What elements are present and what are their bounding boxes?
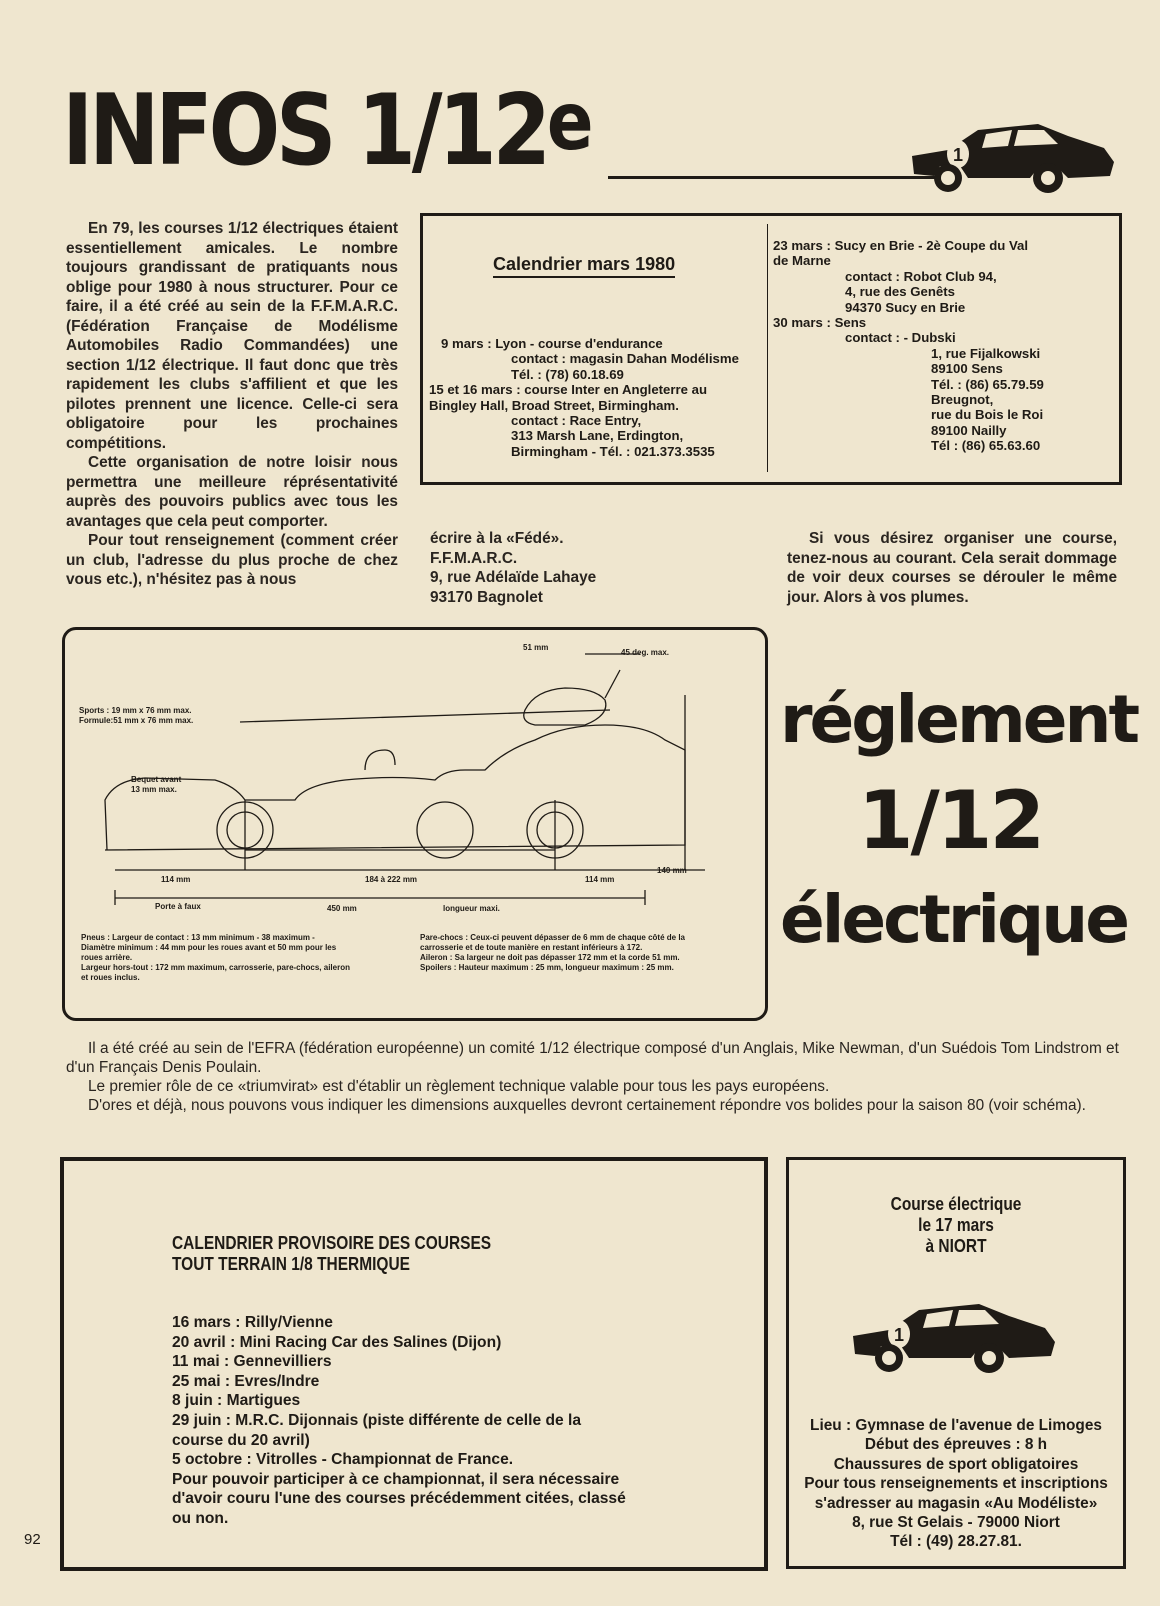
schema-label-45deg: 45 deg. max. xyxy=(621,648,670,657)
race-car-icon xyxy=(849,1298,1067,1376)
list-item: 29 juin : M.R.C. Dijonnais (piste différente de celle de la xyxy=(172,1411,581,1429)
schema-label-becquet-max: 13 mm max. xyxy=(131,785,177,794)
svg-text:1: 1 xyxy=(953,145,964,165)
race-car-logo xyxy=(908,118,1126,196)
calendar-line: Tél. : (86) 65.79.59 xyxy=(931,376,1044,392)
schema-note: Pare-chocs : Ceux-ci peuvent dépasser de 6 mm de chaque côté de la xyxy=(420,933,685,942)
calendar-line: Breugnot, xyxy=(931,392,994,408)
schema-notes-right xyxy=(420,933,685,973)
list-item: 8 juin : Martigues xyxy=(172,1392,301,1410)
niort-detail-line: Pour tous renseignements et inscriptions xyxy=(804,1475,1108,1493)
schema-note: roues arrière. xyxy=(81,953,133,962)
schema-note: Spoilers : Hauteur maximum : 25 mm, longueur maximum : 25 mm. xyxy=(420,963,674,972)
niort-title-line: à NIORT xyxy=(925,1236,987,1256)
schema-label-formule: Formule:51 mm x 76 mm max. xyxy=(79,716,194,725)
calendar-title: Calendrier mars 1980 xyxy=(493,254,675,278)
efra-paragraph: Il a été créé au sein de l'EFRA (fédération européenne) un comité 1/12 électrique composé d'un Anglais, Mike Newman, d'un Suédois Tom Lindstrom et d'un Français Denis Poulain. xyxy=(66,1040,1119,1076)
schema-label-184-222mm: 184 à 222 mm xyxy=(365,875,418,884)
efra-paragraph: D'ores et déjà, nous pouvons vous indiquer les dimensions auxquelles devront certainement répondre vos bolides pour la saison 80 (voir schéma). xyxy=(88,1097,1086,1114)
niort-detail-line: Lieu : Gymnase de l'avenue de Limoges xyxy=(810,1417,1102,1434)
list-item: 25 mai : Evres/Indre xyxy=(172,1372,320,1390)
list-item: 11 mai : Gennevilliers xyxy=(172,1353,332,1371)
calendar-line: 15 et 16 mars : course Inter en Angleterre au xyxy=(429,382,708,398)
schema-label-sports: Sports : 19 mm x 76 mm max. xyxy=(79,706,192,715)
page-number: 92 xyxy=(24,1531,41,1548)
schema-note: et roues inclus. xyxy=(81,973,140,982)
schema-note: Diamètre minimum : 44 mm pour les roues avant et 50 mm pour les xyxy=(81,943,337,952)
address-line: F.F.M.A.R.C. xyxy=(430,549,518,567)
schema-label-114mm-rear: 114 mm xyxy=(585,875,615,884)
niort-race-box xyxy=(786,1157,1126,1569)
schema-label-450mm: 450 mm xyxy=(327,904,357,913)
address-line: écrire à la «Fédé». xyxy=(430,530,564,547)
calendar-line: 4, rue des Genêts xyxy=(845,284,955,300)
niort-detail-line: s'adresser au magasin «Au Modéliste» xyxy=(814,1494,1098,1512)
calendar-line: Tél. : (78) 60.18.69 xyxy=(511,366,624,382)
closing-text xyxy=(787,529,1117,607)
title-rule xyxy=(608,176,948,179)
closing-paragraph: Si vous désirez organiser une course, tenez-nous au courant. Cela serait dommage de voir deux courses se dérouler le même jour. Alors à vos plumes. xyxy=(787,530,1117,606)
calendar-line: rue du Bois le Roi xyxy=(931,407,1044,423)
calendar-line: contact : - Dubski xyxy=(845,330,956,346)
schema-label-becquet: Bequet avant xyxy=(131,775,182,784)
address-line: 9, rue Adélaïde Lahaye xyxy=(430,569,597,586)
niort-detail-line: 8, rue St Gelais - 79000 Niort xyxy=(852,1514,1060,1532)
calendar-line: 1, rue Fijalkowski xyxy=(931,345,1041,361)
schema-notes-left xyxy=(81,933,350,983)
schema-label-porte-a-faux: Porte à faux xyxy=(155,902,201,911)
list-item: 20 avril : Mini Racing Car des Salines (Dijon) xyxy=(172,1333,502,1351)
calendar-line: 9 mars : Lyon - course d'endurance xyxy=(441,336,663,351)
calendar-left xyxy=(429,336,739,459)
svg-text:1: 1 xyxy=(894,1325,905,1345)
niort-detail-line: Début des épreuves : 8 h xyxy=(864,1436,1048,1454)
list-item: 16 mars : Rilly/Vienne xyxy=(172,1314,333,1331)
calendar-line: Birmingham - Tél. : 021.373.3535 xyxy=(511,443,715,459)
reglement-word: réglement xyxy=(780,681,1138,758)
schema-note: Largeur hors-tout : 172 mm maximum, carrosserie, pare-chocs, aileron xyxy=(81,963,350,972)
reglement-fraction: 1/12 xyxy=(857,774,1043,867)
list-item: d'avoir couru l'une des courses précédemment citées, classé xyxy=(172,1490,626,1508)
provisional-title-line: CALENDRIER PROVISOIRE DES COURSES xyxy=(172,1233,492,1253)
calendar-line: 23 mars : Sucy en Brie - 2è Coupe du Val xyxy=(773,238,1029,253)
schema-box xyxy=(62,627,768,1021)
calendar-line: Bingley Hall, Broad Street, Birmingham. xyxy=(429,397,679,413)
list-item: course du 20 avril) xyxy=(172,1431,310,1449)
calendar-line: contact : Race Entry, xyxy=(511,413,642,429)
niort-detail-line: Tél : (49) 28.27.81. xyxy=(890,1533,1022,1551)
calendar-line: contact : Robot Club 94, xyxy=(845,268,997,284)
provisional-list xyxy=(172,1313,732,1529)
schema-note: Aileron : Sa largeur ne doit pas dépasser 172 mm et la corde 51 mm. xyxy=(420,953,680,962)
schema-note: Pneus : Largeur de contact : 13 mm minimum - 38 maximum - xyxy=(81,933,315,942)
calendar-right xyxy=(773,238,1044,454)
schema-note: carrosserie et de toute manière en restant inférieurs à 172. xyxy=(420,943,643,952)
calendar-line: 94370 Sucy en Brie xyxy=(845,299,966,315)
provisional-title xyxy=(172,1233,491,1275)
list-item: 5 octobre : Vitrolles - Championnat de France. xyxy=(172,1451,514,1469)
provisional-title-line: TOUT TERRAIN 1/8 THERMIQUE xyxy=(172,1254,410,1274)
calendar-divider xyxy=(767,224,769,472)
niort-details xyxy=(789,1416,1123,1552)
list-item: Pour pouvoir participer à ce championnat, il sera nécessaire xyxy=(172,1470,620,1488)
calendar-line: de Marne xyxy=(773,253,831,269)
provisional-calendar-box xyxy=(60,1157,768,1571)
reglement-heading xyxy=(780,680,1138,960)
schema-label-longueur: longueur maxi. xyxy=(443,904,500,913)
address-line: 93170 Bagnolet xyxy=(430,588,543,606)
niort-title xyxy=(789,1194,1123,1257)
niort-title-line: le 17 mars xyxy=(918,1215,994,1235)
calendar-box xyxy=(420,213,1122,485)
intro-paragraph: En 79, les courses 1/12 électriques étaient essentiellement amicales. Le nombre toujours grandissant de pratiquants nous oblige pour 1980 à nous structurer. Pour ce faire, il a été créé au sein de la F.F.M.A.R.C. (Fédération Française de Modélisme Automobiles Radio Commandées) une section 1/12 électrique. Il faut donc que très rapidement les clubs s'affilient et que les pilotes prennent une licence. Celle-ci sera obligatoire pour les prochaines compétitions. xyxy=(66,220,398,452)
intro-text xyxy=(66,219,398,590)
calendar-line: Tél : (86) 65.63.60 xyxy=(931,438,1041,454)
schema-label-51mm: 51 mm xyxy=(523,643,549,652)
efra-text xyxy=(66,1039,1122,1115)
intro-paragraph: Pour tout renseignement (comment créer un club, l'adresse du plus proche de chez vous etc.), n'hésitez pas à nous xyxy=(66,532,398,588)
calendar-line: 89100 Nailly xyxy=(931,422,1007,438)
schema-label-114mm-front: 114 mm xyxy=(161,875,191,884)
niort-detail-line: Chaussures de sport obligatoires xyxy=(833,1455,1079,1473)
calendar-line: 30 mars : Sens xyxy=(773,315,867,331)
efra-paragraph: Le premier rôle de ce «triumvirat» est d'établir un règlement technique valable pour tous les pays européens. xyxy=(88,1078,830,1095)
reglement-electrique: électrique xyxy=(780,881,1127,958)
calendar-line: 313 Marsh Lane, Erdington, xyxy=(511,428,684,444)
niort-title-line: Course électrique xyxy=(890,1194,1022,1214)
calendar-line: contact : magasin Dahan Modélisme xyxy=(511,351,739,367)
calendar-line: 89100 Sens xyxy=(931,361,1003,377)
federation-address xyxy=(430,529,730,607)
list-item: ou non. xyxy=(172,1509,229,1527)
page-title: INFOS 1/12e xyxy=(62,74,590,188)
schema-label-140mm: 140 mm xyxy=(657,866,687,875)
intro-paragraph: Cette organisation de notre loisir nous permettra une meilleure réprésentativité auprès des pouvoirs publics avec tous les avantages que cela peut comporter. xyxy=(66,454,398,530)
